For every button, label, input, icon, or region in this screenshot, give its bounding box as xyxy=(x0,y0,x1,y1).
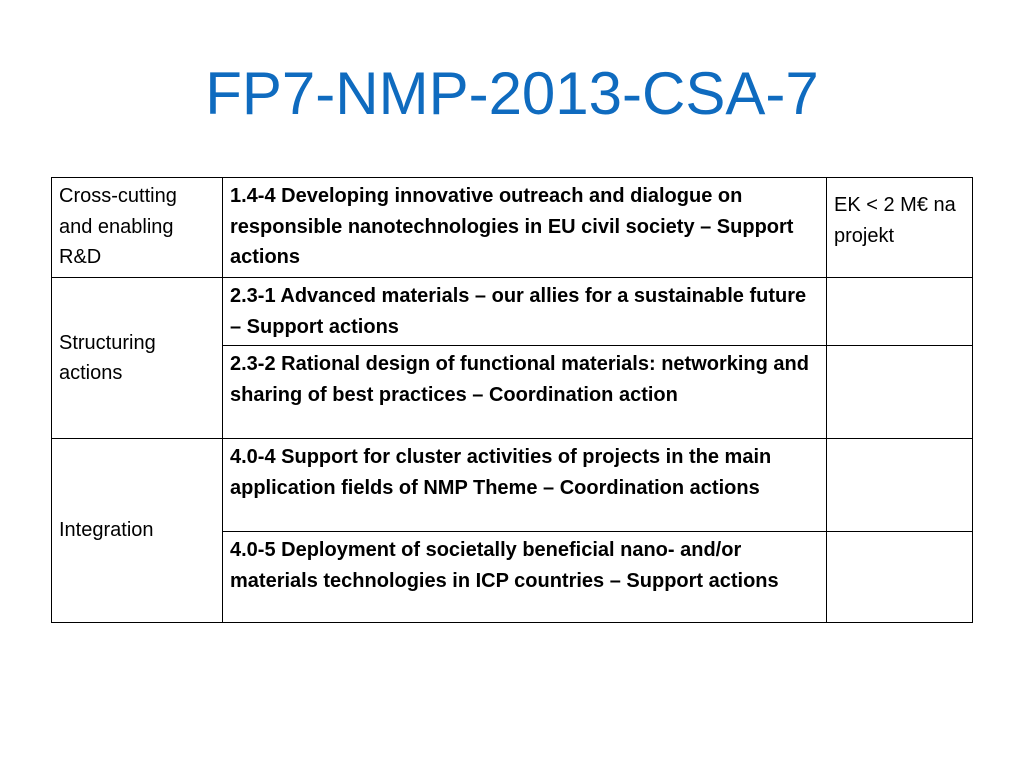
topic-cell: 4.0-4 Support for cluster activities of projects in the main application fields of NMP Theme – Coordination actions xyxy=(223,439,827,532)
table-row xyxy=(52,439,973,532)
slide-title: FP7-NMP-2013-CSA-7 xyxy=(205,60,819,127)
category-cell: Integration xyxy=(52,439,223,623)
category-cell: Cross-cutting and enabling R&D xyxy=(52,178,223,278)
budget-cell xyxy=(827,346,973,439)
category-cell: Structuring actions xyxy=(52,278,223,439)
budget-cell xyxy=(827,532,973,623)
topic-cell: 2.3-2 Rational design of functional materials: networking and sharing of best practices – Coordination action xyxy=(223,346,827,439)
topic-cell: 1.4-4 Developing innovative outreach and dialogue on responsible nanotechnologies in EU civil society – Support actions xyxy=(223,178,827,278)
budget-cell xyxy=(827,278,973,346)
table-row xyxy=(52,178,973,278)
table-row xyxy=(52,278,973,346)
topic-cell: 4.0-5 Deployment of societally beneficial nano- and/or materials technologies in ICP countries – Support actions xyxy=(223,532,827,623)
topics-table xyxy=(51,177,973,623)
budget-cell xyxy=(827,439,973,532)
topic-cell: 2.3-1 Advanced materials – our allies for a sustainable future – Support actions xyxy=(223,278,827,346)
budget-cell: EK < 2 M€ na projekt xyxy=(827,178,973,278)
